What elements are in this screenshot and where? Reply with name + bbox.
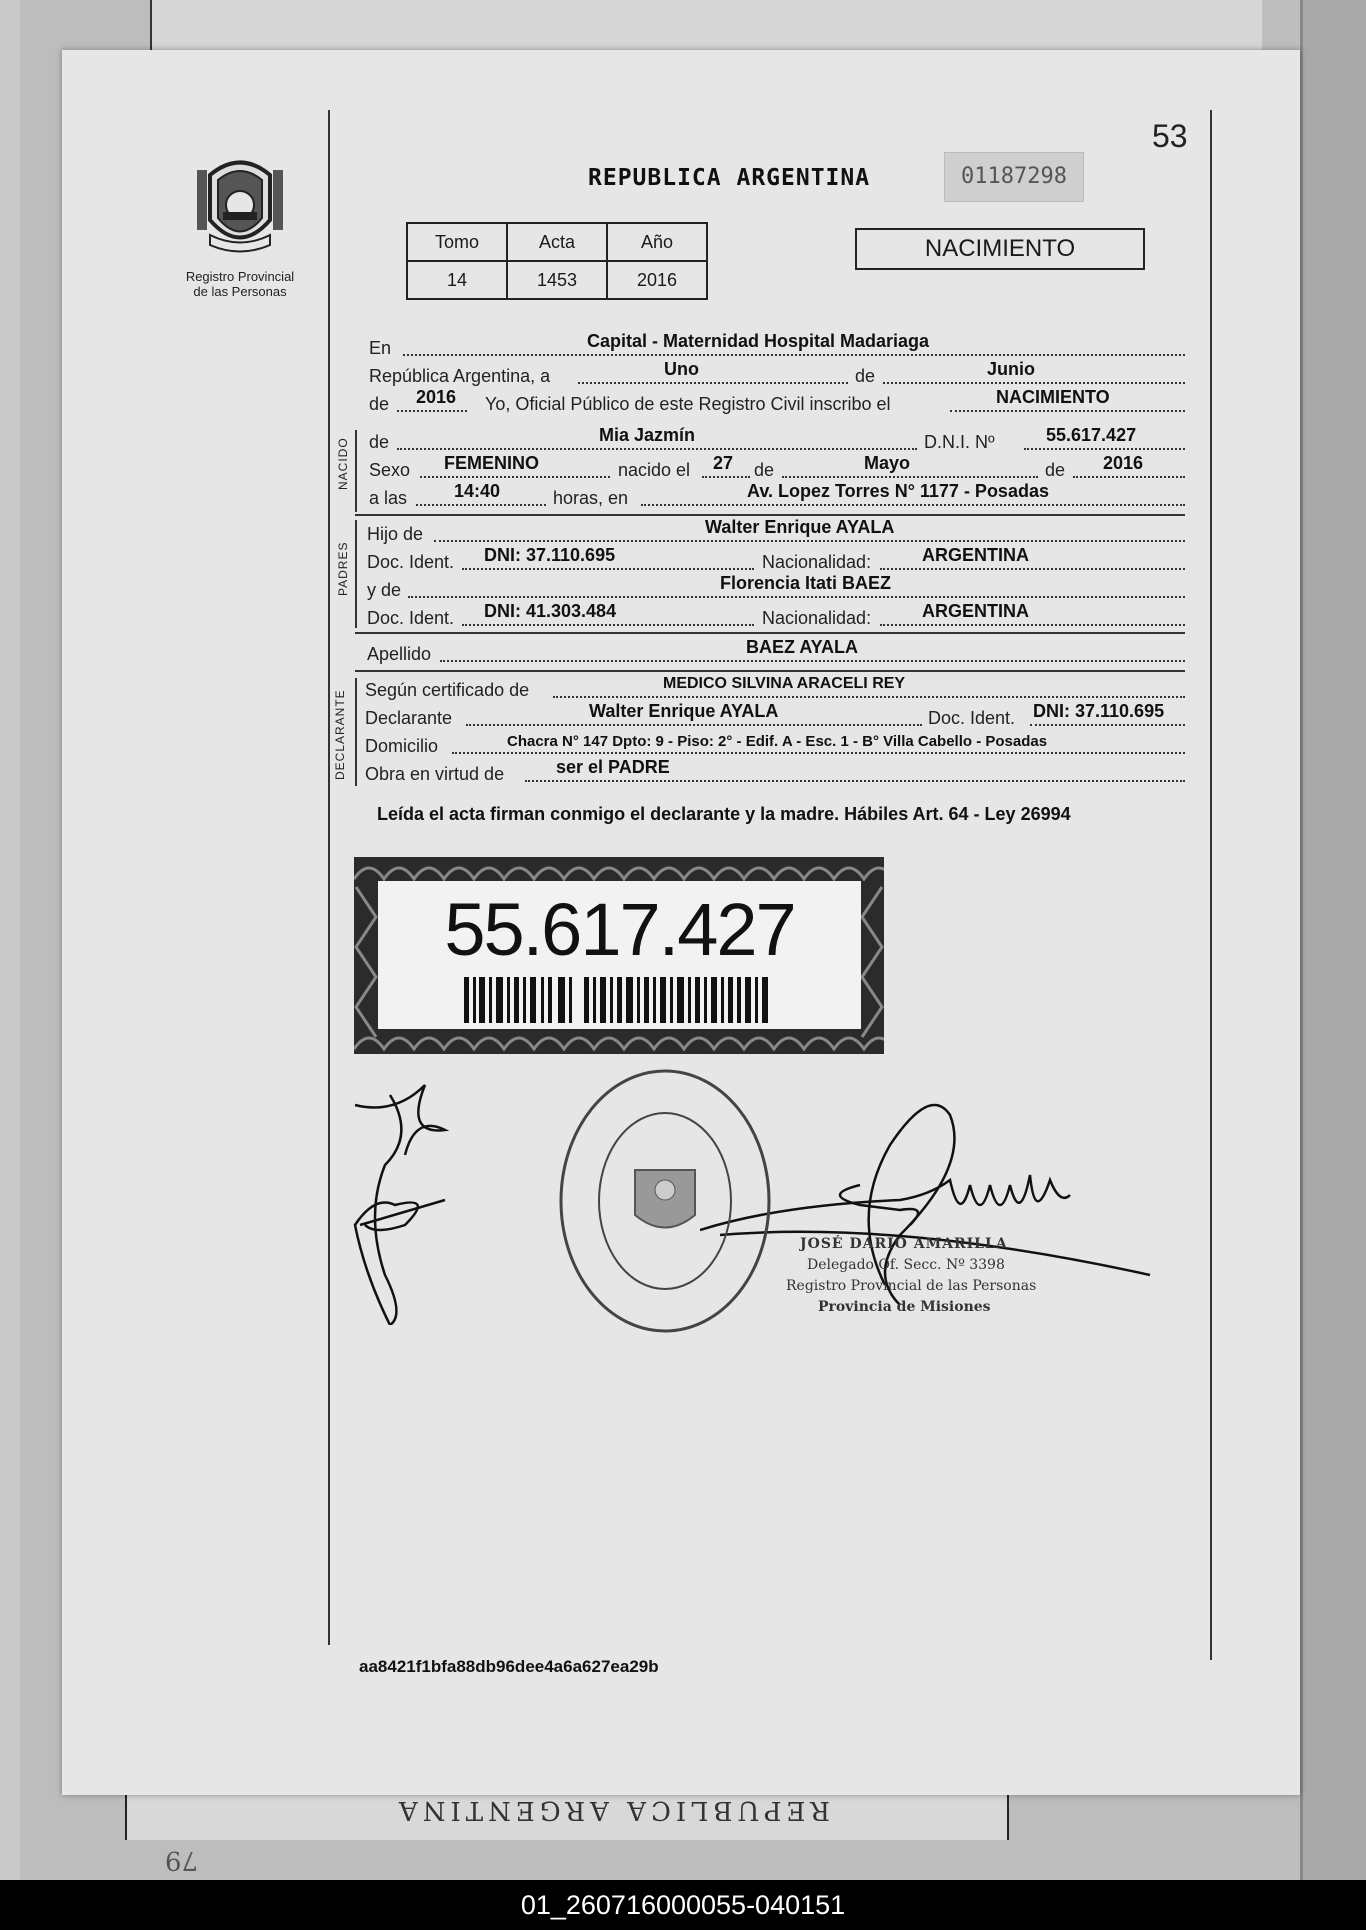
dotted-line [462, 624, 754, 626]
label-de: de [855, 366, 876, 386]
mother-signature-icon [345, 1075, 465, 1325]
label-nacido-el: nacido el [618, 460, 691, 480]
dotted-line [397, 448, 917, 450]
closing-statement: Leída el acta firman conmigo el declarante y la madre. Hábiles Art. 64 - Ley 26994 [377, 804, 1071, 824]
value-dni: 55.617.427 [1046, 425, 1137, 445]
dotted-line [553, 696, 1185, 698]
document-type-box: NACIMIENTO [855, 228, 1145, 270]
dni-label-inner [378, 881, 861, 1029]
dotted-line [883, 382, 1185, 384]
label-horas-en: horas, en [553, 488, 629, 508]
value-month: Junio [987, 359, 1035, 379]
value-birth-time: 14:40 [454, 481, 501, 501]
dotted-line [462, 568, 754, 570]
dotted-line [1073, 476, 1185, 478]
value-place: Capital - Maternidad Hospital Madariaga [587, 331, 930, 351]
dotted-line [403, 354, 1185, 356]
dotted-line [416, 504, 546, 506]
value-father-doc: DNI: 37.110.695 [484, 545, 616, 565]
section-separator [355, 514, 1185, 516]
value-birth-place: Av. Lopez Torres N° 1177 - Posadas [747, 481, 1049, 501]
dotted-line [1024, 448, 1185, 450]
value-day: Uno [664, 359, 699, 379]
section-label-declarante: DECLARANTE [333, 689, 347, 780]
dni-number: 55.617.427 [444, 888, 795, 971]
coat-of-arms-icon [185, 150, 295, 260]
label-de-year: de [369, 394, 390, 414]
label-a-las: a las [369, 488, 408, 508]
dni-label-sticker [354, 857, 884, 1054]
group-line-nacido [355, 430, 357, 512]
value-address: Chacra N° 147 Dpto: 9 - Piso: 2° - Edif. A - Esc. 1 - B° Villa Cabello - Posadas [507, 733, 1048, 750]
label-declarante: Declarante [365, 708, 453, 728]
dotted-line [782, 476, 1038, 478]
label-segun: Según certificado de [365, 680, 530, 700]
register-header-acta: Acta [507, 223, 607, 261]
label-republica: República Argentina, a [369, 366, 551, 386]
dotted-line [397, 410, 467, 412]
value-year: 2016 [416, 387, 457, 407]
official-role: Delegado Of. Secc. Nº 3398 [807, 1257, 1005, 1273]
page-number: 53 [1152, 118, 1188, 154]
label-en: En [369, 338, 392, 358]
value-certificate: MEDICO SILVINA ARACELI REY [663, 675, 906, 692]
scan-id-footer: 01_260716000055-040151 [0, 1880, 1366, 1930]
label-y-de: y de [367, 580, 402, 600]
label-de-anio: de [1045, 460, 1066, 480]
value-declarant: Walter Enrique AYALA [589, 701, 779, 721]
value-by-virtue: ser el PADRE [556, 757, 670, 777]
label-doc-ident-mother: Doc. Ident. [367, 608, 455, 628]
label-de-nombre: de [369, 432, 390, 452]
register-header-anio: Año [607, 223, 707, 261]
dotted-line [880, 568, 1185, 570]
dotted-line [1030, 724, 1185, 726]
label-sexo: Sexo [369, 460, 411, 480]
value-mother-doc: DNI: 41.303.484 [484, 601, 617, 621]
left-margin-line [328, 110, 330, 1645]
label-doc-ident-father: Doc. Ident. [367, 552, 455, 572]
label-doc-ident-declarant: Doc. Ident. [928, 708, 1016, 728]
value-birth-month: Mayo [864, 453, 911, 473]
label-obra: Obra en virtud de [365, 764, 505, 784]
register-table [406, 222, 708, 300]
value-declarant-doc: DNI: 37.110.695 [1033, 701, 1165, 721]
dotted-line [641, 504, 1185, 506]
right-edge-strip [1300, 0, 1366, 1880]
dotted-line [702, 476, 750, 478]
label-oficial: Yo, Oficial Público de este Registro Civil inscribo el [485, 394, 891, 414]
label-nacionalidad-mother: Nacionalidad: [762, 608, 872, 628]
value-father-nationality: ARGENTINA [922, 545, 1029, 565]
register-value-anio: 2016 [607, 261, 707, 299]
label-dni: D.N.I. Nº [924, 432, 995, 452]
label-domicilio: Domicilio [365, 736, 439, 756]
value-birth-day: 27 [713, 453, 734, 473]
official-org: Registro Provincial de las Personas [786, 1278, 1037, 1294]
official-seal-icon [555, 1065, 775, 1337]
document-title: REPUBLICA ARGENTINA [588, 165, 871, 191]
barcode-icon [464, 977, 774, 1023]
value-mother-nationality: ARGENTINA [922, 601, 1029, 621]
official-province: Provincia de Misiones [818, 1299, 991, 1315]
dotted-line [440, 660, 1185, 662]
dotted-line [880, 624, 1185, 626]
back-sheet-title: REPUBLICA ARGENTINA [393, 1795, 830, 1825]
value-mother: Florencia Itati BAEZ [720, 573, 892, 593]
label-nacionalidad-father: Nacionalidad: [762, 552, 872, 572]
dotted-line [525, 780, 1185, 782]
right-margin-line [1210, 110, 1212, 1660]
back-sheet-page-number: 79 [165, 1845, 199, 1875]
logo-caption-line1: Registro Provincial [185, 269, 295, 284]
register-header-tomo: Tomo [407, 223, 507, 261]
section-separator [355, 670, 1185, 672]
dotted-line [420, 476, 610, 478]
section-label-nacido: NACIDO [336, 437, 350, 490]
value-surname: BAEZ AYALA [746, 637, 859, 657]
label-hijo-de: Hijo de [367, 524, 424, 544]
dotted-line [578, 382, 848, 384]
value-inscribe: NACIMIENTO [996, 387, 1110, 407]
label-apellido: Apellido [367, 644, 432, 664]
dotted-line [452, 752, 1185, 754]
dotted-line [466, 724, 922, 726]
group-line-padres [355, 520, 357, 628]
logo-caption-line2: de las Personas [193, 284, 287, 299]
section-label-padres: PADRES [336, 541, 350, 596]
value-name: Mia Jazmín [599, 425, 696, 445]
label-de-mes: de [754, 460, 775, 480]
document-hash: aa8421f1bfa88db96dee4a6a627ea29b [359, 1657, 659, 1676]
value-sex: FEMENINO [444, 453, 540, 473]
dotted-line [408, 596, 1185, 598]
group-line-declarante [355, 678, 357, 786]
dotted-line [434, 540, 1185, 542]
official-name: JOSÉ DARIO AMARILLA [800, 1236, 1008, 1252]
registry-logo [180, 150, 300, 300]
dotted-line [950, 410, 1185, 412]
section-separator [355, 632, 1185, 634]
serial-number: 01187298 [944, 152, 1084, 202]
value-father: Walter Enrique AYALA [705, 517, 895, 537]
value-birth-year: 2016 [1103, 453, 1144, 473]
register-value-acta: 1453 [507, 261, 607, 299]
register-value-tomo: 14 [407, 261, 507, 299]
